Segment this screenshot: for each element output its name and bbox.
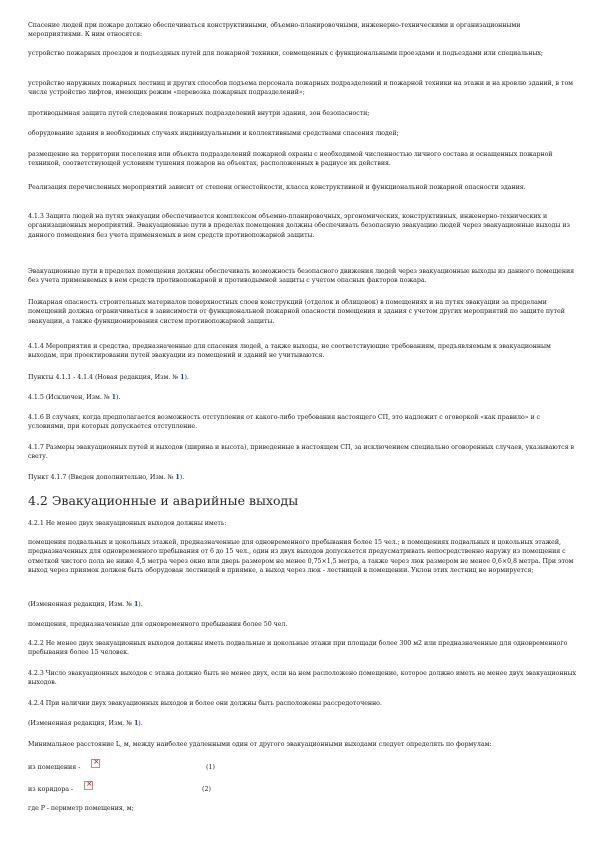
amendment-link[interactable]: 1 xyxy=(175,474,180,481)
paragraph: 4.1.3 Защита людей на путях эвакуации обеспечивается комплексом объемно-планировочных, эргономических, конструктивных, инженерно-технических и организационных мероприятий. Эвакуационные пути в пределах помещения должны обеспечивать безопасную эвакуацию людей через эвакуационные выходы из данного помещения без учета применяемых в нем средств противопожарной защиты. xyxy=(28,213,570,239)
paragraph: устройство наружных пожарных лестниц и других способов подъема персонала пожарных подразделений и пожарной техники на этажи и на кровлю зданий, в том числе устройство лифтов, имеющих режим «перевозка пожарных подразделений»; xyxy=(28,80,574,97)
paragraph: 4.2.3 Число эвакуационных выходов с этажа должно быть не менее двух, если на нем расположено помещение, которое должно иметь не менее двух эвакуационных выходов. xyxy=(28,670,577,687)
amendment-note: Пункт 4.1.7 (Введен дополнительно, Изм. № 1). xyxy=(28,474,185,481)
paragraph: оборудование здания в необходимых случаях индивидуальными и коллективными средствами спасения людей; xyxy=(28,130,399,137)
paragraph: Минимальное расстояние L, м, между наиболее удаленными один от другого эвакуационными выходами следует определять по формулам: xyxy=(28,741,492,748)
paragraph: 4.1.6 В случаях, когда предполагается возможность отступления от какого-либо требования настоящего СП, это надлежит с оговоркой «как правило» и с условиями, при которых допускается отступление. xyxy=(28,414,541,431)
paragraph: 4.1.4 Мероприятия и средства, предназначенные для спасения людей, а также выходы, не соответствующие требованиям, предъявляемым к эвакуационным выходам, при проектировании путей эвакуации из помещений и зданий не учитываются. xyxy=(28,343,551,360)
paragraph: противодымная защита путей следования пожарных подразделений внутри здания, зон безопасности; xyxy=(28,110,370,117)
broken-image-icon xyxy=(84,781,93,790)
section-heading: 4.2 Эвакуационные и аварийные выходы xyxy=(28,493,299,508)
paragraph: Спасение людей при пожаре должно обеспечиваться конструктивными, объемно-планировочными, инженерно-техническими и организационными мероприятиями. К ним относятся: xyxy=(28,22,521,39)
paragraph: устройство пожарных проездов и подъездных путей для пожарной техники, совмещенных с функциональными проездами и подъездами или специальных; xyxy=(28,50,543,57)
paragraph: 4.2.4 При наличии двух эвакуационных выходов и более они должны быть расположены рассредоточенно. xyxy=(28,700,382,707)
amendment-note: 4.1.5 (Исключен, Изм. № 1). xyxy=(28,394,121,401)
paragraph: размещение на территории поселения или объекта подразделений пожарной охраны с необходимой численностью личного состава и оснащенных пожарной техникой, соответствующей условиям тушения пожаров на объектах, расположенных в радиусе их действия. xyxy=(28,151,553,168)
paragraph: 4.2.2 Не менее двух эвакуационных выходов должны иметь подвальные и цокольные этажи при площади более 300 м2 или предназначенные для одновременного пребывания более 15 человек. xyxy=(28,640,568,657)
amendment-link[interactable]: 1 xyxy=(180,374,185,381)
amendment-note: Пункты 4.1.1 - 4.1.4 (Новая редакция, Изм. № 1). xyxy=(28,374,189,381)
paragraph: где P - периметр помещения, м; xyxy=(28,805,134,812)
paragraph: Пожарная опасность строительных материалов поверхностных слоев конструкций (отделок и облицовок) в помещениях и на путях эвакуации за пределами помещений должна ограничиваться в зависимости от функциональной пожарной опасности помещения и здания с учетом других мероприятий по защите путей эвакуации, а также функционирования систем противопожарной защиты. xyxy=(28,299,565,325)
paragraph: 4.1.7 Размеры эвакуационных путей и выходов (ширина и высота), приведенные в настоящем СП, за исключением специально оговоренных случаев, указываются в свету. xyxy=(28,444,574,461)
amendment-link[interactable]: 1 xyxy=(111,394,116,401)
paragraph: 4.2.1 Не менее двух эвакуационных выходов должны иметь: xyxy=(28,520,227,527)
amendment-link[interactable]: 1 xyxy=(133,720,139,727)
paragraph: помещения подвальных и цокольных этажей, предназначенные для одновременного пребывания более 15 чел.; в помещениях подвальных и цокольных этажей, предназначенных для одновременного пребывания от 6 до 15 чел., один из двух выходов допускается предусматривать непосредственно наружу из помещения с отметкой чистого пола не ниже 4,5 метра через окно или дверь размером не менее 0,75×1,5 метра, а также через люк размером не менее 0,6×0,8 метра. При этом выход через приямок должен быть оборудован лестницей в приямке, а выход через люк - лестницей в помещении. Уклон этих лестниц не нормируется; xyxy=(28,539,574,575)
amendment-note: (Измененная редакция, Изм. № 1). xyxy=(28,720,143,727)
formula-2-label: из коридора - xyxy=(28,786,74,793)
amendment-link[interactable]: 1 xyxy=(133,601,139,608)
paragraph: помещения, предназначенные для одновременного пребывания более 50 чел. xyxy=(28,621,288,628)
broken-image-icon xyxy=(91,759,100,768)
amendment-note: (Измененная редакция, Изм. № 1). xyxy=(28,601,143,608)
formula-number: (1) xyxy=(206,764,215,771)
paragraph: Эвакуационные пути в пределах помещения должны обеспечивать возможность безопасного движения людей через эвакуационные выходы из данного помещения без учета применяемых в нем средств противопожарной и противодымной защиты с учетом опасных факторов пожара. xyxy=(28,268,575,285)
paragraph: Реализация перечисленных мероприятий зависит от степени огнестойкости, класса конструктивной и функциональной пожарной опасности здания. xyxy=(28,184,526,191)
formula-number: (2) xyxy=(202,786,211,793)
formula-1-label: из помещения - xyxy=(28,764,81,771)
